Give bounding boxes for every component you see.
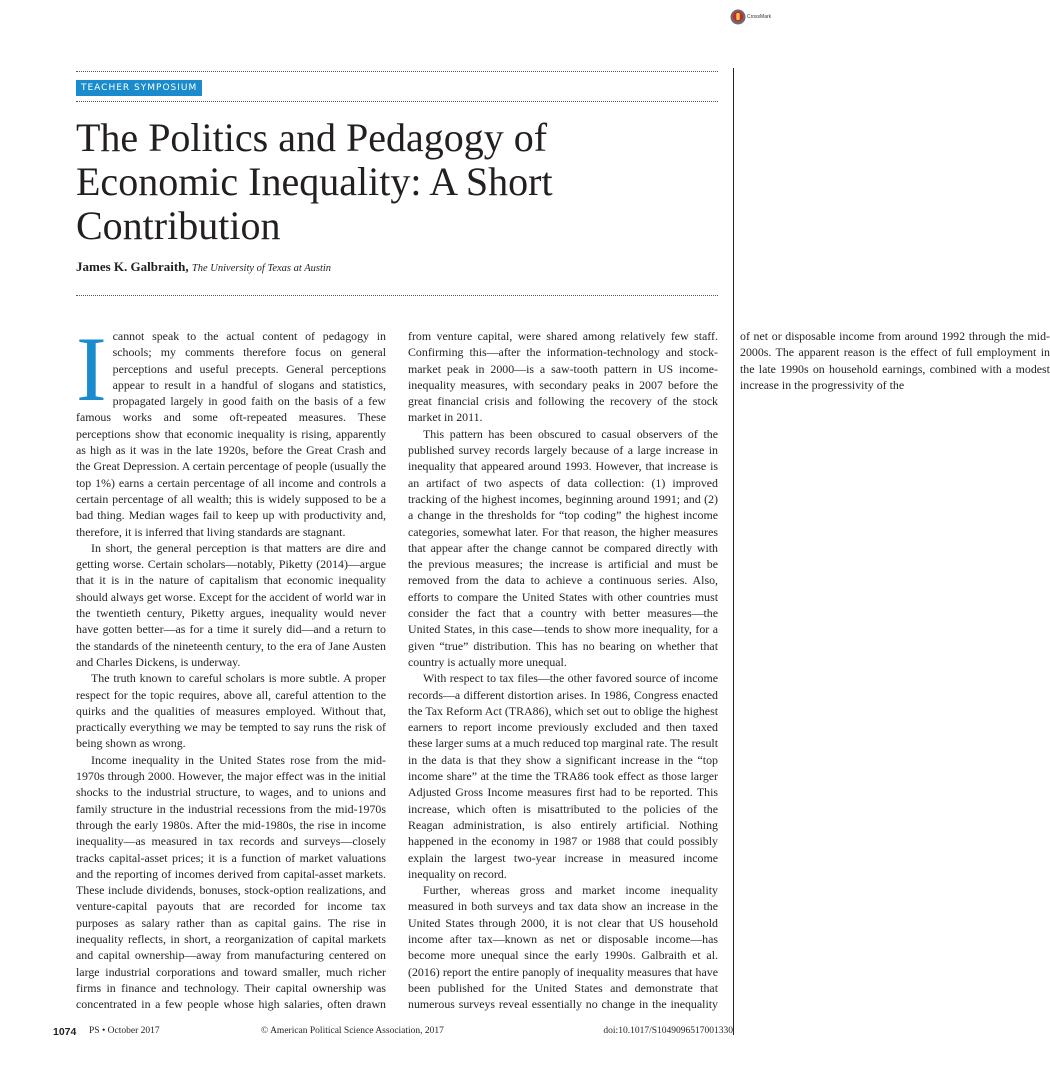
byline-divider	[76, 295, 718, 296]
section-label: TEACHER SYMPOSIUM	[76, 80, 202, 96]
article-body	[76, 318, 1050, 1016]
crossmark-label: CrossMark	[747, 14, 772, 20]
crossmark-badge[interactable]	[730, 9, 771, 25]
byline	[76, 259, 716, 275]
article-title: The Politics and Pedagogy of Economic Inequality: A Short Contribution	[76, 115, 553, 248]
paragraph: This pattern has been obscured to casual observers of the published survey records largely because of a large increase in inequality that appeared around 1993. However, that increase is an artifact of two aspects of data collection: (1) improved tracking of the highest incomes, beginning around 1991; and (2) a change in the thresholds for “top coding” the highest income categories, somewhat later. For that reason, the higher measures that appear after the change cannot be compared directly with the previous measures; the increase is artificial and must be removed from the data to achieve a continuous series. Also, efforts to compare the United States with other countries must consider the fact that a country with better measures—the United States, in this case—tends to show more inequality, for a given “true” distribution. This has no bearing on whether that country is actually more unequal.	[408, 426, 718, 669]
page-footer	[53, 1026, 733, 1040]
doi-link[interactable]: doi:10.1017/S1049096517001330	[603, 1026, 733, 1036]
top-divider	[76, 71, 718, 72]
copyright-notice: © American Political Science Association, 2017	[261, 1026, 444, 1036]
right-margin-rule	[733, 68, 734, 1035]
author-affiliation: The University of Texas at Austin	[191, 263, 332, 274]
paragraph: With respect to tax files—the other favored source of income records—a different distortion arises. In 1986, Congress enacted the Tax Reform Act (TRA86), which set out to oblige the highest earners to report income previously excluded and then taxed these larger sums at a much reduced top marginal rate. The result in the data is that they show a significant increase in the “top income share” at the time the TRA86 took effect as those larger Adjusted Gross Income measures first had to be reported. This increase, which often is misattributed to the policies of the Reagan administration, is also entirely artificial. Nothing happened in the economy in 1987 or 1988 that could possibly explain the largest two-year increase in measured income inequality on record.	[408, 671, 718, 881]
page-number: 1074	[53, 1026, 77, 1038]
label-divider	[76, 101, 718, 102]
drop-cap: I	[76, 318, 107, 420]
crossmark-icon	[730, 9, 746, 25]
paragraph-text: cannot speak to the actual content of pedagogy in schools; my comments therefore focus on general perceptions and useful precepts. General perceptions appear to result in a handful of slogans and statistics, propagated largely in good faith on the basis of a few famous works and some oft-repeated measures. These perceptions show that economic inequality is rising, apparently as high as it was in the late 1920s, before the Great Crash and the Great Depression. A certain percentage of people (usually the top 1%) earns a certain percentage of all income and controls a certain percentage of all wealth; this is widely supposed to be a bad thing. Median wages fail to keep up with productivity and, therefore, it is inferred that living standards are stagnant.	[76, 329, 386, 539]
paragraph	[76, 318, 386, 540]
author-name: James K. Galbraith,	[76, 259, 189, 274]
paragraph: Further, whereas gross and market income inequality measured in both surveys and tax data show an increase in the United States through 2000, it is not clear that US household income after tax—known as net or disposable income—has become more unequal since the early 1990s. Galbraith et al. (2016) report the entire panoply of inequality measures that have been published for the United States and demonstrate that numerous surveys reveal essentially no change in the inequality of net or disposable income from around 1992 through the mid-2000s. The apparent reason is the effect of full employment in the late 1990s on household earnings, combined with a modest increase in the progressivity of the	[408, 329, 1050, 1012]
paragraph: The truth known to careful scholars is more subtle. A proper respect for the topic requires, above all, careful attention to the quirks and the qualities of measures employed. Without that, practically everything we may be tempted to say runs the risk of being shown as wrong.	[76, 671, 386, 751]
paragraph: Income inequality in the United States rose from the mid-1970s through 2000. However, the major effect was in the initial shocks to the industrial structure, to wages, and to unions and family structure in the industrial recessions from the mid-1970s through the early 1980s. After the mid-1980s, the rise in income inequality—as measured in tax records and surveys—closely tracks capital-asset prices; it is a function of market valuations and the reporting of incomes derived from capital-asset markets. These include dividends, bonuses, stock-option realizations, and venture-capital payouts that are recorded for income tax purposes as salary rather than as capital gains. The rise in inequality reflects, in short, a reorganization of capital markets and capital ownership—away from manufacturing centered on large industrial corporations and toward smaller, much richer firms in finance and technology. Their capital ownership was concentrated in a few people whose high salaries, often drawn from venture capital, were shared among relatively few staff. Confirming this—after the information-technology and stock-market peak in 2000—is a saw-tooth pattern in US income-inequality measures, with secondary peaks in 2007 before the great financial crisis and following the recovery of the stock market in 2011.	[76, 329, 718, 1012]
journal-issue: PS • October 2017	[89, 1026, 160, 1036]
paragraph: In short, the general perception is that matters are dire and getting worse. Certain scholars—notably, Piketty (2014)—argue that it is in the nature of capitalism that economic inequality should always get worse. Except for the accident of world war in the twentieth century, Piketty argues, inequality would never have gotten better—as for a time it surely did—and a return to the standards of the nineteenth century, to the era of Jane Austen and Charles Dickens, is underway.	[76, 540, 386, 669]
